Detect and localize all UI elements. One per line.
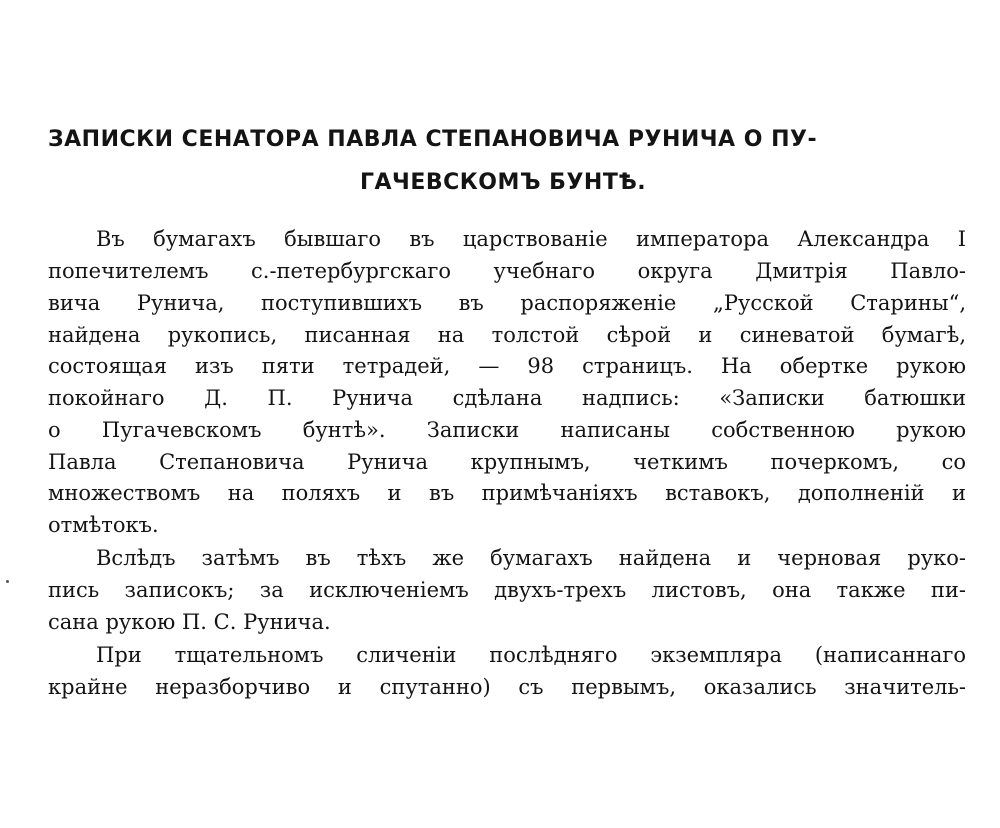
paragraph-line: Вслѣдъ затѣмъ въ тѣхъ же бумагахъ найдена и черновая руко- <box>96 546 966 570</box>
scan-speck <box>6 580 9 583</box>
paragraph-line: крайне неразборчиво и спутанно) съ первымъ, оказались значитель- <box>48 675 966 699</box>
paragraph-line: попечителемъ с.-петербургскаго учебнаго округа Дмитрія Павло- <box>48 259 966 283</box>
paragraph-line: найдена рукопись, писанная на толстой сѣрой и синеватой бумагѣ, <box>48 323 966 347</box>
paragraph-line: о Пугачевскомъ бунтѣ». Записки написаны собственною рукою <box>48 418 966 442</box>
document-title-line-2: ГАЧЕВСКОМЪ БУНТѢ. <box>360 170 647 195</box>
paragraph-line: сана рукою П. С. Рунича. <box>48 610 331 634</box>
paragraph-line: пись записокъ; за исключеніемъ двухъ-трехъ листовъ, она также пи- <box>48 578 966 602</box>
paragraph-line: покойнаго Д. П. Рунича сдѣлана надпись: «Записки батюшки <box>48 386 966 410</box>
paragraph-line: множествомъ на поляхъ и въ примѣчаніяхъ вставокъ, дополненій и <box>48 481 966 505</box>
paragraph-line: Въ бумагахъ бывшаго въ царствованіе императора Александра I <box>96 227 966 251</box>
paragraph-line: Павла Степановича Рунича крупнымъ, четкимъ почеркомъ, со <box>48 450 966 474</box>
paragraph-line: отмѣтокъ. <box>48 513 159 537</box>
document-title-line-1: ЗАПИСКИ СЕНАТОРА ПАВЛА СТЕПАНОВИЧА РУНИЧА О ПУ- <box>48 127 818 152</box>
paragraph-line: вича Рунича, поступившихъ въ распоряженіе „Русской Старины“, <box>48 291 966 315</box>
paragraph-line: состоящая изъ пяти тетрадей, — 98 страницъ. На обертке рукою <box>48 354 966 378</box>
paragraph-line: При тщательномъ сличеніи послѣдняго экземпляра (написаннаго <box>96 643 966 667</box>
